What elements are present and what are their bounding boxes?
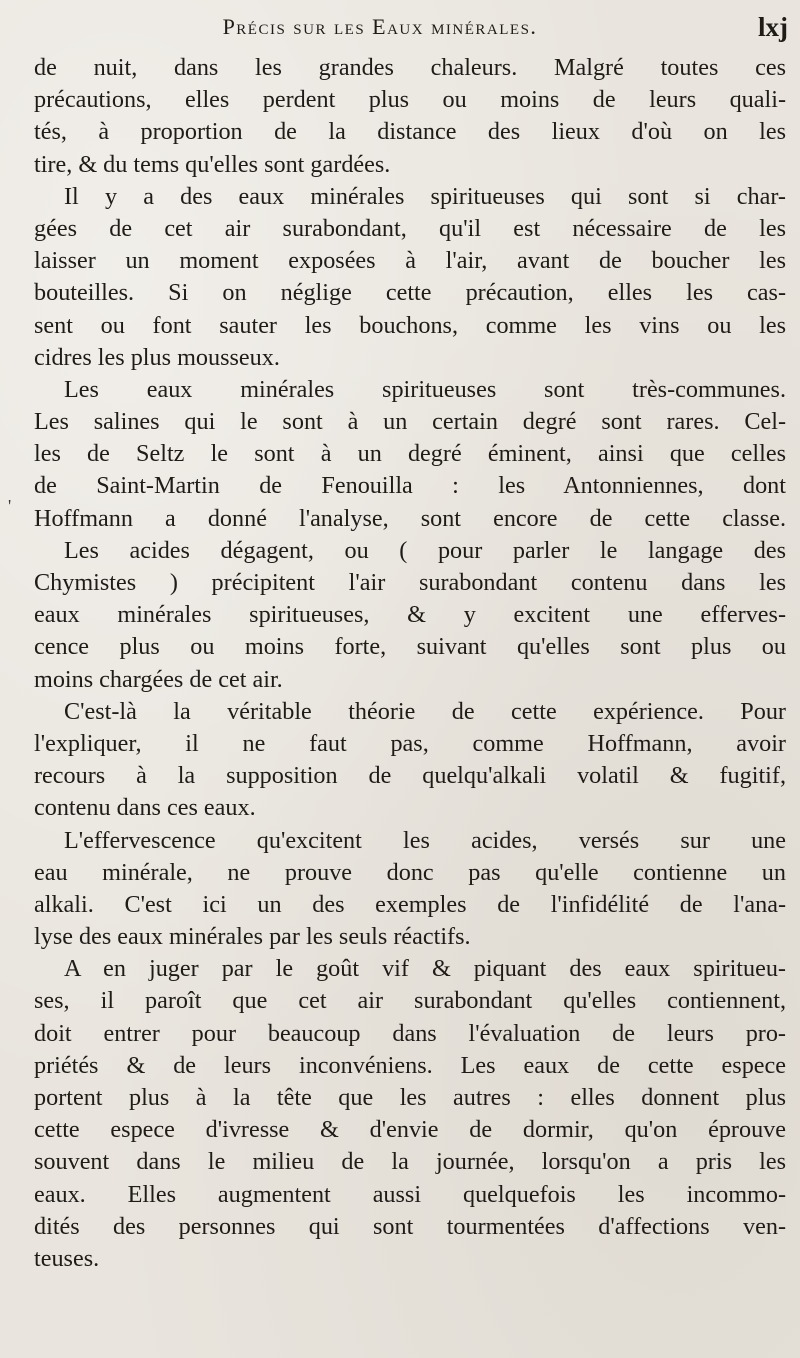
- text-line: L'effervescence qu'excitent les acides, versés sur une: [64, 826, 786, 854]
- text-line: dités des personnes qui sont tourmentées d'affections ven-: [34, 1212, 786, 1240]
- text-line: les de Seltz le sont à un degré éminent, ainsi que celles: [34, 440, 786, 468]
- text-line: eaux. Elles augmentent aussi quelquefois les incommo-: [34, 1180, 786, 1208]
- text-line: cence plus ou moins forte, suivant qu'elles sont plus ou: [34, 633, 786, 661]
- body-text: [34, 52, 786, 1275]
- text-line: moins chargées de cet air.: [34, 665, 283, 693]
- text-line: priétés & de leurs inconvéniens. Les eaux de cette espece: [34, 1051, 786, 1079]
- text-line: sent ou font sauter les bouchons, comme les vins ou les: [34, 311, 786, 339]
- text-line: C'est-là la véritable théorie de cette expérience. Pour: [64, 697, 786, 725]
- paragraph-5: [34, 696, 786, 825]
- text-line: eaux minérales spiritueuses, & y excitent une efferves-: [34, 601, 786, 629]
- text-line: laisser un moment exposées à l'air, avant de boucher les: [34, 247, 786, 275]
- paragraph-6: [34, 825, 786, 954]
- text-line: Les acides dégagent, ou ( pour parler le langage des: [64, 536, 786, 564]
- paragraph-7: [34, 953, 786, 1275]
- text-line: doit entrer pour beaucoup dans l'évaluation de leurs pro-: [34, 1019, 786, 1047]
- text-line: l'expliquer, il ne faut pas, comme Hoffmann, avoir: [34, 729, 786, 757]
- text-line: Les eaux minérales spiritueuses sont très-communes.: [64, 375, 786, 403]
- paragraph-2: [34, 181, 786, 374]
- text-line: de nuit, dans les grandes chaleurs. Malgré toutes ces: [34, 54, 786, 81]
- text-line: teuses.: [34, 1244, 100, 1272]
- text-line: Les salines qui le sont à un certain degré sont rares. Cel-: [34, 408, 786, 436]
- margin-mark: ': [8, 496, 12, 516]
- text-line: alkali. C'est ici un des exemples de l'infidélité de l'ana-: [34, 890, 786, 918]
- text-line: ses, il paroît que cet air surabondant qu'elles contiennent,: [34, 987, 786, 1015]
- text-line: portent plus à la tête que les autres : elles donnent plus: [34, 1084, 786, 1111]
- text-line: précautions, elles perdent plus ou moins de leurs quali-: [34, 86, 786, 114]
- paragraph-3: [34, 374, 786, 535]
- text-line: gées de cet air surabondant, qu'il est nécessaire de les: [34, 214, 786, 242]
- text-line: Hoffmann a donné l'analyse, sont encore de cette classe.: [34, 504, 786, 532]
- text-line: Chymistes ) précipitent l'air surabondant contenu dans les: [34, 569, 786, 596]
- text-line: A en juger par le goût vif & piquant des eaux spiritueu-: [64, 955, 786, 983]
- text-line: bouteilles. Si on néglige cette précaution, elles les cas-: [34, 279, 786, 307]
- paragraph-4: [34, 535, 786, 696]
- paragraph-1: [34, 52, 786, 181]
- text-line: souvent dans le milieu de la journée, lorsqu'on a pris les: [34, 1148, 786, 1176]
- text-line: cidres les plus mousseux.: [34, 343, 280, 371]
- text-line: Il y a des eaux minérales spiritueuses qui sont si char-: [64, 182, 786, 210]
- text-line: tés, à proportion de la distance des lieux d'où on les: [34, 118, 786, 146]
- text-line: lyse des eaux minérales par les seuls réactifs.: [34, 923, 471, 951]
- text-line: recours à la supposition de quelqu'alkali volatil & fugitif,: [34, 762, 786, 790]
- page-header: [0, 12, 800, 48]
- page-number: lxj: [758, 12, 788, 42]
- text-line: de Saint-Martin de Fenouilla : les Antonniennes, dont: [34, 472, 786, 500]
- text-line: tire, & du tems qu'elles sont gardées.: [34, 150, 391, 178]
- text-line: contenu dans ces eaux.: [34, 794, 256, 822]
- text-line: eau minérale, ne prouve donc pas qu'elle contienne un: [34, 858, 786, 886]
- running-title: Précis sur les Eaux minérales.: [222, 14, 538, 39]
- text-line: cette espece d'ivresse & d'envie de dormir, qu'on éprouve: [34, 1116, 786, 1144]
